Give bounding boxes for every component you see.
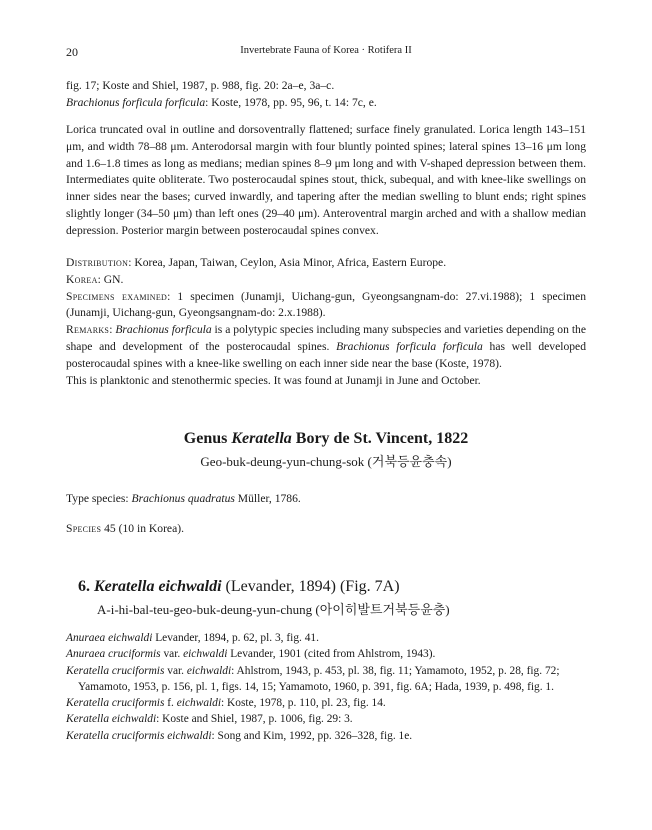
species-count-line: Species 45 (10 in Korea). [66, 522, 184, 535]
taxon-name: Brachionus forficula forficula [66, 95, 206, 109]
species-korean-name: A-i-hi-bal-teu-geo-buk-deung-yun-chung (아이히발트거북등윤충) [97, 602, 450, 617]
running-title: Invertebrate Fauna of Korea · Rotifera II [240, 45, 412, 56]
reference-line: Brachionus forficula forficula: Koste, 1978, pp. 95, 96, t. 14: 7c, e. [66, 95, 377, 109]
korea-line: Korea: GN. [66, 272, 124, 286]
habitat-line: This is planktonic and stenothermic species. It was found at Junamji in June and October. [66, 373, 481, 387]
description-paragraph: Lorica truncated oval in outline and dorsoventrally flattened; surface finely granulated. Lorica length 143–151 μm, and width 78–88 μm. Anterodorsal margin with four bluntly pointed spines; lateral spines 13–16 μm long and 1.6–1.8 times as long as medians; median spines 8–9 μm long and with V-shaped depression between them. Intermediates quite obliterate. Two posterocaudal spines stout, thick, subequal, and with knee-like swellings on inner sides near the bases; curved inwardly, and tapering after the median swelling to blunt ends; right spines slightly longer (34–50 μm) than left ones (29–40 μm). Anteroventral margin arched and with a shallow median depression. Posterior margin between posterocaudal spines convex. [66, 123, 586, 237]
synonym-entry: Anuraea cruciformis var. eichwaldi Levander, 1901 (cited from Ahlstrom, 1943). [66, 648, 436, 661]
synonym-entry: Anuraea eichwaldi Levander, 1894, p. 62, pl. 3, fig. 41. [66, 632, 319, 644]
remarks-line: Remarks: Brachionus forficula is a polytypic species including many subspecies and varieties depending on the shape and development of the posterocaudal spines. Brachionus forficula forficula has well developed posterocaudal spines with a knee-like swelling on each inner side near the base (Koste, 1978). [66, 323, 586, 370]
page-number: 20 [66, 45, 78, 59]
genus-korean-name: Geo-buk-deung-yun-chung-sok (거북등윤충속) [200, 454, 452, 469]
synonym-entry: Keratella eichwaldi: Koste and Shiel, 1987, p. 1006, fig. 29: 3. [66, 713, 353, 726]
distribution-line: Distribution: Korea, Japan, Taiwan, Ceylon, Asia Minor, Africa, Eastern Europe. [66, 256, 447, 269]
synonym-entry: Keratella cruciformis var. eichwaldi: Ahlstrom, 1943, p. 453, pl. 38, fig. 11; Yamamoto, 1952, p. 28, fig. 72; Yamamoto, 1953, p. 156, pl. 1, figs. 14, 15; Yamamoto, 1960, p. 391, fig. 6A; Hada, 1939, p. 498, fig. 1. [66, 664, 560, 693]
specimens-line: Specimens examined: 1 specimen (Junamji, Uichang-gun, Gyeongsangnam-do: 27.vi.1988); 1 specimen (Junamji, Uichang-gun, Gyeongsangnam-do: 2.x.1988). [66, 289, 586, 320]
synonym-entry: Keratella cruciformis eichwaldi: Song and Kim, 1992, pp. 326–328, fig. 1e. [66, 729, 413, 742]
species-heading: 6. Keratella eichwaldi (Levander, 1894) (Fig. 7A) [78, 578, 400, 595]
reference-line: fig. 17; Koste and Shiel, 1987, p. 988, fig. 20: 2a–e, 3a–c. [66, 79, 335, 92]
top-references [66, 78, 586, 112]
type-species-line: Type species: Brachionus quadratus Müller, 1786. [66, 492, 301, 505]
genus-heading: Genus Keratella Bory de St. Vincent, 1822 [183, 430, 469, 447]
notes-section [66, 255, 586, 389]
synonymy-list [66, 630, 586, 744]
synonym-entry: Keratella cruciformis f. eichwaldi: Koste, 1978, p. 110, pl. 23, fig. 14. [66, 697, 386, 710]
